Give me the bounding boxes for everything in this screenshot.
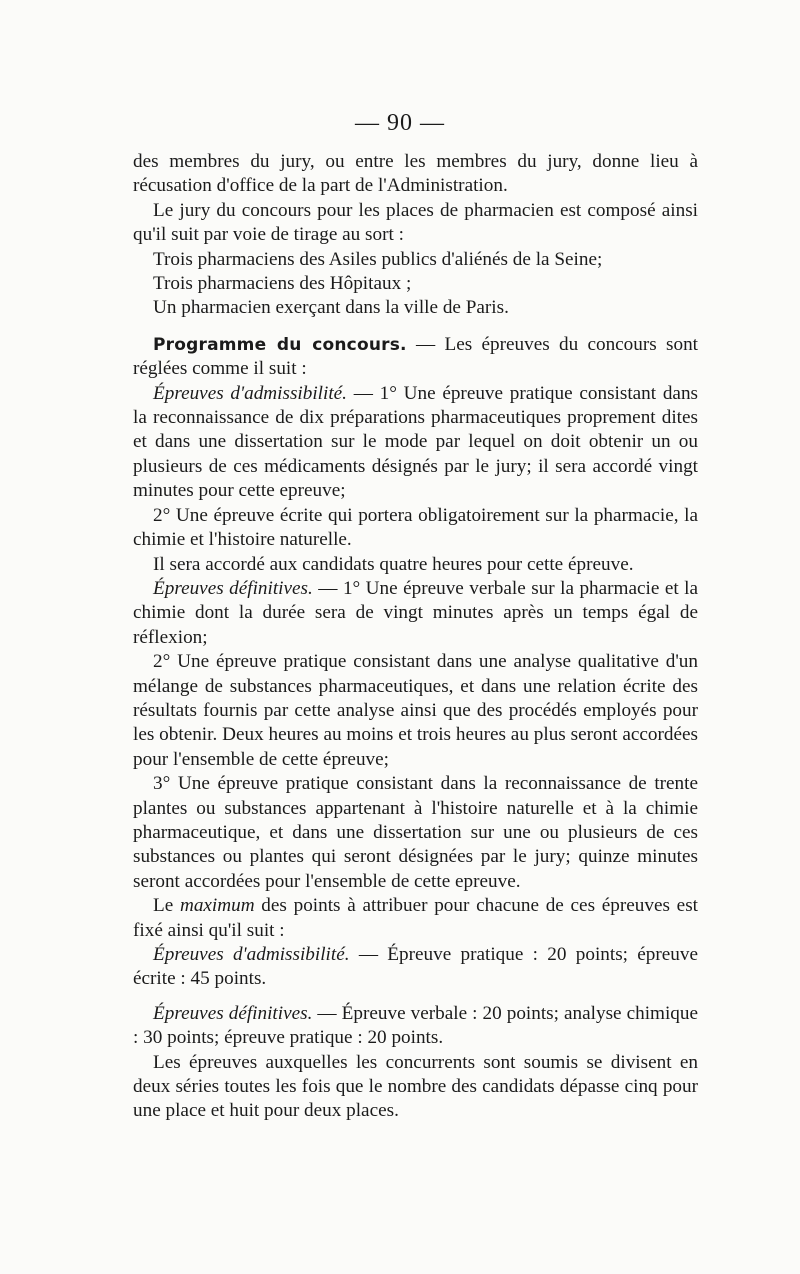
- page-body: [133, 150, 698, 1124]
- paragraph-jury-recusation: des membres du jury, ou entre les membres du jury, donne lieu à récusation d'office de la part de l'Administration.: [133, 151, 698, 197]
- page-number: — 90 —: [355, 110, 445, 136]
- points-admissibilite-label: Épreuves d'admissibilité.: [153, 944, 350, 965]
- points-definitives-label: Épreuves définitives.: [153, 1002, 313, 1024]
- jury-member-hopitaux: Trois pharmaciens des Hôpitaux ;: [153, 273, 412, 295]
- paragraph-duree-ecrite: Il sera accordé aux candidats quatre heures pour cette épreuve.: [153, 553, 634, 575]
- paragraph-jury-composition: Le jury du concours pour les places de pharmacien est composé ainsi qu'il suit par voie de tirage au sort :: [133, 199, 698, 246]
- paragraph-programme: [133, 333, 698, 382]
- programme-text: — Les épreuves du concours sont réglées comme il suit :: [133, 333, 698, 380]
- section-heading-programme: Programme du concours.: [153, 334, 407, 355]
- admissibilite-label: Épreuves d'admissibilité.: [153, 382, 347, 404]
- points-admissibilite-text: — Épreuve pratique : 20 points; épreuve écrite : 45 points.: [133, 944, 698, 990]
- paragraph-points-admissibilite: [133, 943, 698, 992]
- maximum-before: Le: [153, 895, 180, 917]
- paragraph-admissibilite: [133, 382, 698, 504]
- paragraph-epreuve-ecrite: 2° Une épreuve écrite qui portera obligatoirement sur la pharmacie, la chimie et l'histoire naturelle.: [133, 504, 698, 551]
- paragraph-series: Les épreuves auxquelles les concurrents sont soumis se divisent en deux séries toutes les fois que le nombre des candidats dépasse cinq pour une place et huit pour deux places.: [133, 1051, 698, 1122]
- definitives-text: — 1° Une épreuve verbale sur la pharmacie et la chimie dont la durée sera de vingt minutes après un temps égal de réflexion;: [133, 577, 698, 648]
- definitives-label: Épreuves définitives.: [153, 577, 313, 599]
- jury-member-paris: Un pharmacien exerçant dans la ville de Paris.: [153, 297, 509, 319]
- admissibilite-text: — 1° Une épreuve pratique consistant dans la reconnaissance de dix préparations pharmaceutiques proprement dites et dans une dissertation sur le mode par lequel on doit obtenir un ou plusieurs de ces médicaments désignés par le jury; il sera accordé vingt minutes pour cette epreuve;: [133, 382, 699, 502]
- paragraph-maximum: [133, 894, 698, 943]
- paragraph-definitives: [133, 577, 698, 650]
- paragraph-points-definitives: [133, 1002, 698, 1051]
- paragraph-analyse: 2° Une épreuve pratique consistant dans une analyse qualitative d'un mélange de substances pharmaceutiques, et dans une relation écrite des résultats fournis par cette analyse ainsi que des procédés employés pour les obtenir. Deux heures au moins et trois heures au plus seront accordées pour l'ensemble de cette épreuve;: [133, 651, 698, 770]
- jury-member-asiles: Trois pharmaciens des Asiles publics d'aliénés de la Seine;: [153, 248, 603, 270]
- maximum-after: des points à attribuer pour chacune de ces épreuves est fixé ainsi qu'il suit :: [133, 895, 698, 941]
- maximum-word: maximum: [179, 895, 255, 917]
- points-definitives-text: — Épreuve verbale : 20 points; analyse chimique : 30 points; épreuve pratique : 20 points.: [133, 1002, 699, 1049]
- paragraph-plantes: 3° Une épreuve pratique consistant dans la reconnaissance de trente plantes ou substances appartenant à l'histoire naturelle et à la chimie pharmaceutique, et dans une dissertation sur une ou plusieurs de ces substances ou plantes qui seront désignées par le jury; quinze minutes seront accordées pour l'ensemble de cette epreuve.: [133, 773, 698, 892]
